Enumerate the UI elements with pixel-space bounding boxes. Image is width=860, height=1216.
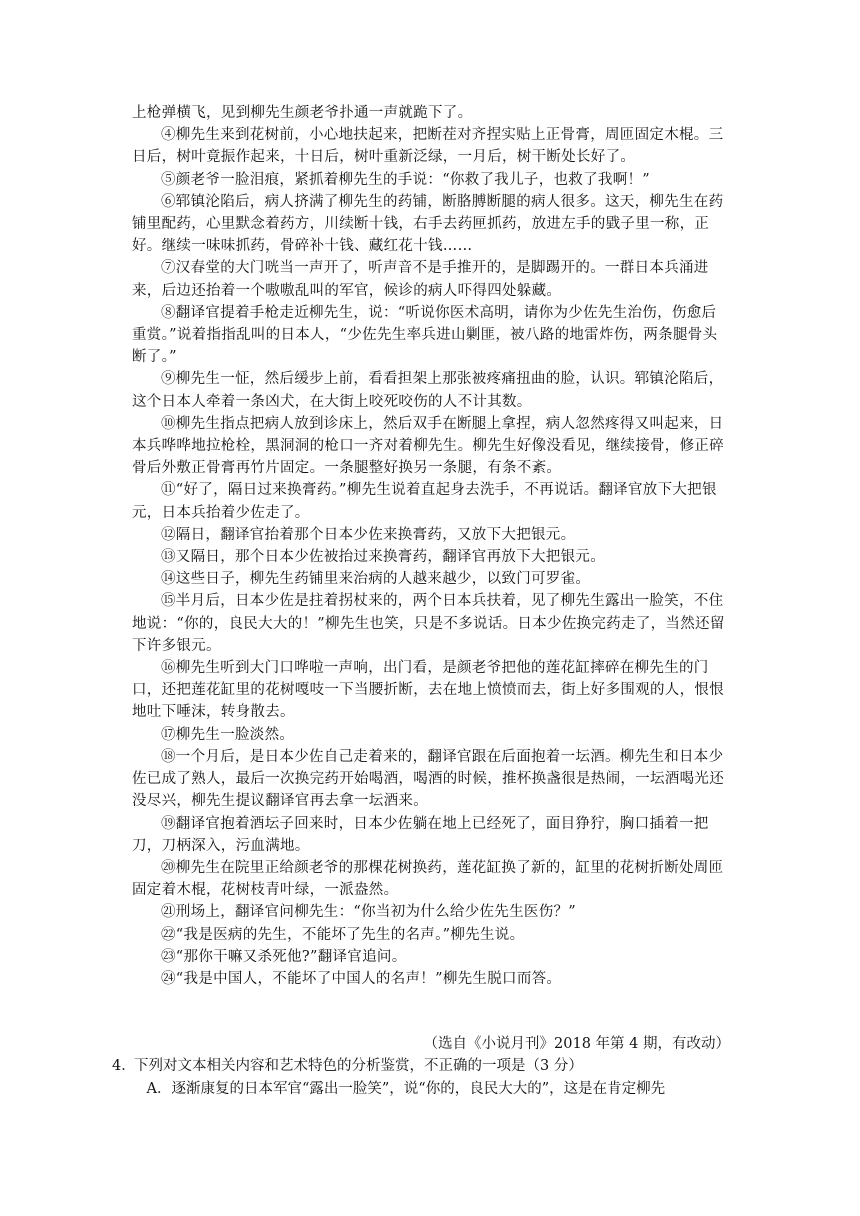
story-paragraph: ⑮半月后，日本少佐是拄着拐杖来的，两个日本兵扶着，见了柳先生露出一脸笑，不住地说：“你的，良民大大的！”柳先生也笑，只是不多说话。日本少佐换完药走了，当然还留下许多银元。 xyxy=(132,593,725,654)
story-paragraph: ㉒“我是医病的先生，不能坏了先生的名声。”柳先生说。 xyxy=(161,926,525,943)
story-paragraph: ⑪“好了，隔日过来换膏药。”柳先生说着直起身去洗手，不再说话。翻译官放下大把银元，日本兵抬着少佐走了。 xyxy=(132,482,717,521)
story-paragraph: ⑭这些日子，柳先生药铺里来治病的人越来越少，以致门可罗雀。 xyxy=(161,571,591,588)
story-paragraph: ⑰柳先生一脸淡然。 xyxy=(161,726,295,743)
story-paragraph: ⑫隔日，翻译官抬着那个日本少佐来换膏药，又放下大把银元。 xyxy=(161,526,576,543)
story-paragraph: ⑲翻译官抱着酒坛子回来时，日本少佐躺在地上已经死了，面目狰狞，胸口插着一把刀，刀柄深入，污血满地。 xyxy=(132,815,709,854)
story-paragraph: ⑱一个月后，是日本少佐自己走着来的，翻译官跟在后面抱着一坛酒。柳先生和日本少佐已成了熟人，最后一次换完药开始喝酒，喝酒的时候，推杯换盏很是热闹，一坛酒喝光还没尽兴，柳先生提议翻译官再去拿一坛酒来。 xyxy=(132,748,724,810)
story-paragraph: ⑥郓镇沦陷后，病人挤满了柳先生的药铺，断胳膊断腿的病人很多。这天，柳先生在药铺里配药，心里默念着药方，川续断十钱，右手去药匣抓药，放进左手的戥子里一称，正好。继续一味味抓药，骨碎补十钱、藏红花十钱…… xyxy=(132,193,724,255)
story-paragraph: ⑳柳先生在院里正给颜老爷的那棵花树换药，莲花缸换了新的，缸里的花树折断处周匝固定着木棍，花树枝青叶绿，一派盎然。 xyxy=(132,859,724,899)
question-text: 下列对文本相关内容和艺术特色的分析鉴赏，不正确的一项是（3 分） xyxy=(134,1058,583,1074)
story-paragraph: ㉔“我是中国人，不能坏了中国人的名声！”柳先生脱口而答。 xyxy=(161,970,562,987)
story-paragraph: ㉓“那你干嘛又杀死他?”翻译官追问。 xyxy=(161,948,407,965)
story-paragraph: ⑧翻译官提着手枪走近柳先生，说：“听说你医术高明，请你为少佐先生治伤，伤愈后重赏。”说着指指乱叫的日本人，“少佐先生率兵进山剿匪，被八路的地雷炸伤，两条腿骨头断了。” xyxy=(132,304,718,366)
story-paragraph: ④柳先生来到花树前，小心地扶起来，把断茬对齐捏实贴上正骨膏，周匝固定木棍。三日后，树叶竟振作起来，十日后，树叶重新泛绿，一月后，树干断处长好了。 xyxy=(132,127,724,166)
option-a: A．逐渐康复的日本军官“露出一脸笑”，说“你的，良民大大的”，这是在肯定柳先 xyxy=(146,1081,666,1097)
story-paragraph: ⑦汉春堂的大门咣当一声开了，听声音不是手推开的，是脚踢开的。一群日本兵涌进来，后边还抬着一个嗷嗷乱叫的军官，候诊的病人吓得四处躲藏。 xyxy=(132,260,709,299)
question-4 xyxy=(112,1055,730,1077)
story-paragraph: ⑬又隔日，那个日本少佐被抬过来换膏药，翻译官再放下大把银元。 xyxy=(161,549,605,566)
story-paragraph: ⑤颜老爷一脸泪痕，紧抓着柳先生的手说：“你救了我儿子，也救了我啊！” xyxy=(161,171,651,188)
story-text xyxy=(132,102,730,990)
story-paragraph: ⑯柳先生听到大门口哗啦一声响，出门看，是颜老爷把他的莲花缸摔碎在柳先生的门口，还把莲花缸里的花树嘎吱一下当腰折断，去在地上愤愤而去，街上好多围观的人，恨恨地吐下唾沫，转身散去。 xyxy=(132,660,724,721)
question-number: 4． xyxy=(112,1058,136,1074)
story-paragraph: ⑨柳先生一怔，然后缓步上前，看看担架上那张被疼痛扭曲的脸，认识。郓镇沦陷后，这个日本人牵着一条凶犬，在大街上咬死咬伤的人不计其数。 xyxy=(132,371,724,410)
story-paragraph: ㉑刑场上，翻译官问柳先生：“你当初为什么给少佐先生医伤？” xyxy=(161,904,577,921)
story-paragraph: 上枪弹横飞，见到柳先生颜老爷扑通一声就跪下了。 xyxy=(132,105,473,121)
source-citation: （选自《小说月刊》2018 年第 4 期，有改动） xyxy=(423,1036,730,1052)
story-paragraph: ⑩柳先生指点把病人放到诊床上，然后双手在断腿上拿捏，病人忽然疼得又叫起来，日本兵哗哗地拉枪栓，黑洞洞的枪口一齐对着柳先生。柳先生好像没看见，继续接骨，修正碎骨后外敷正骨膏再竹片固定。一条腿整好换另一条腿，有条不紊。 xyxy=(132,415,724,477)
